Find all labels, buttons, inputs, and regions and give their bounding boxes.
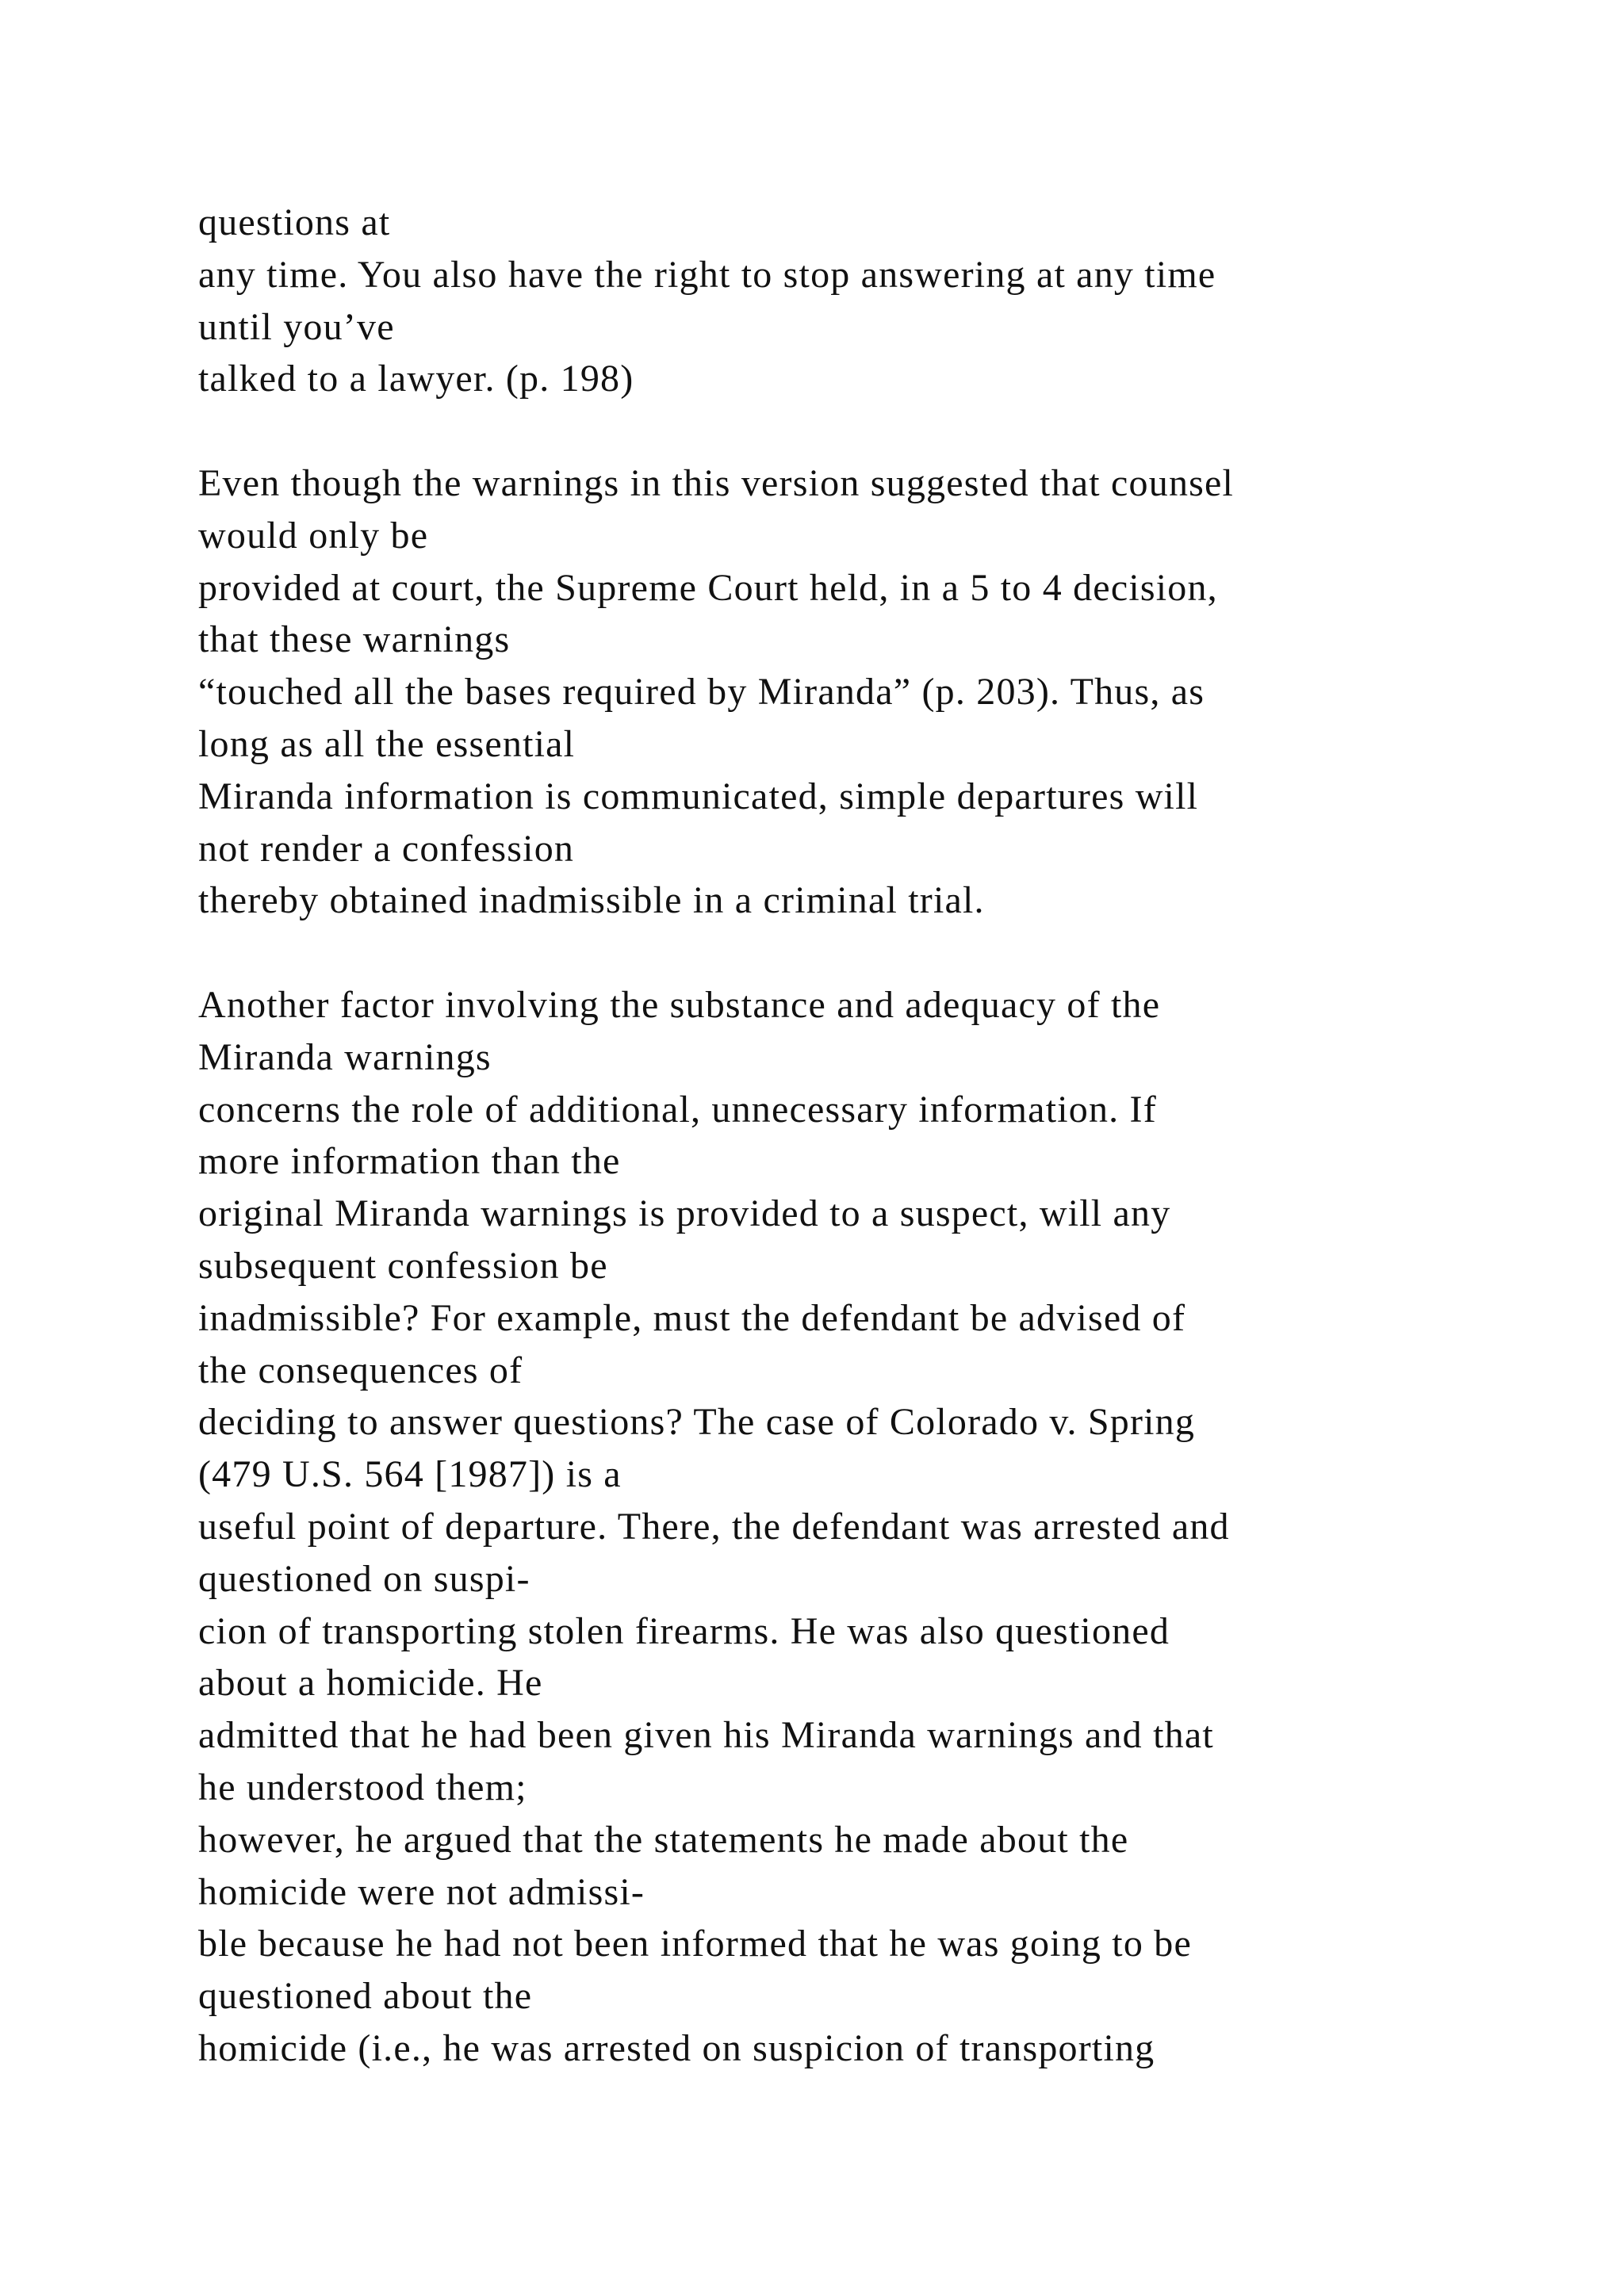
text-line: questioned on suspi- xyxy=(198,1557,530,1600)
text-line: more information than the xyxy=(198,1140,621,1183)
text-line: any time. You also have the right to stop answering at any time xyxy=(198,253,1216,296)
text-line: Miranda warnings xyxy=(198,1035,492,1078)
paragraph-gap xyxy=(198,927,1546,979)
text-line: “touched all the bases required by Miranda” (p. 203). Thus, as xyxy=(198,671,1205,714)
text-line: homicide (i.e., he was arrested on suspicion of transporting xyxy=(198,2026,1155,2069)
text-line: questioned about the xyxy=(198,1975,533,2018)
text-line: inadmissible? For example, must the defendant be advised of xyxy=(198,1296,1186,1339)
text-line: the consequences of xyxy=(198,1349,523,1391)
text-line: (479 U.S. 564 [1987]) is a xyxy=(198,1453,622,1496)
paragraph-2 xyxy=(198,457,1546,927)
text-line: admitted that he had been given his Miranda warnings and that xyxy=(198,1714,1214,1757)
text-line: thereby obtained inadmissible in a criminal trial. xyxy=(198,879,985,922)
text-line: about a homicide. He xyxy=(198,1662,543,1705)
text-line: until you’ve xyxy=(198,305,395,348)
text-line: deciding to answer questions? The case of Colorado v. Spring xyxy=(198,1401,1196,1444)
text-line: Another factor involving the substance and adequacy of the xyxy=(198,983,1161,1026)
text-line: would only be xyxy=(198,514,429,557)
text-line: original Miranda warnings is provided to a suspect, will any xyxy=(198,1192,1171,1235)
text-line: that these warnings xyxy=(198,618,511,661)
text-line: Miranda information is communicated, simple departures will xyxy=(198,775,1199,817)
paragraph-3 xyxy=(198,979,1546,2075)
text-line: useful point of departure. There, the defendant was arrested and xyxy=(198,1505,1230,1548)
text-line: ble because he had not been informed that he was going to be xyxy=(198,1923,1192,1965)
paragraph-1 xyxy=(198,197,1546,405)
document-page xyxy=(198,197,1546,2075)
text-line: provided at court, the Supreme Court held, in a 5 to 4 decision, xyxy=(198,566,1218,609)
text-line: Even though the warnings in this version suggested that counsel xyxy=(198,461,1235,504)
text-line: not render a confession xyxy=(198,827,575,870)
text-line: subsequent confession be xyxy=(198,1244,608,1287)
text-line: cion of transporting stolen firearms. He was also questioned xyxy=(198,1609,1170,1652)
text-line: he understood them; xyxy=(198,1766,527,1808)
text-line: homicide were not admissi- xyxy=(198,1870,645,1913)
text-line: long as all the essential xyxy=(198,722,576,765)
text-line: concerns the role of additional, unnecessary information. If xyxy=(198,1088,1157,1131)
text-line: questions at xyxy=(198,201,391,243)
paragraph-gap xyxy=(198,405,1546,457)
text-line: however, he argued that the statements he made about the xyxy=(198,1818,1129,1861)
text-line: talked to a lawyer. (p. 198) xyxy=(198,358,634,400)
